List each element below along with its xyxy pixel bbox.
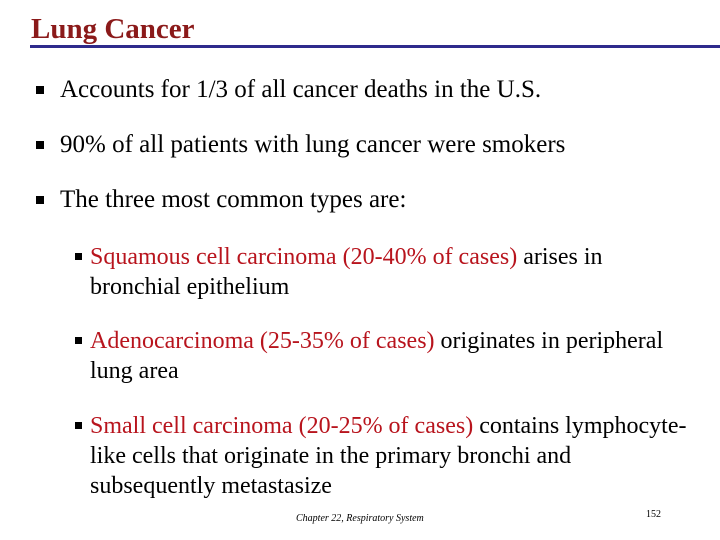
sub-bullet-text (90, 326, 695, 386)
bullet-item (36, 75, 541, 105)
square-bullet-icon (36, 196, 44, 204)
bullet-item (36, 185, 406, 215)
slide-title: Lung Cancer (31, 13, 195, 45)
square-bullet-icon (36, 141, 44, 149)
cancer-type-description: originates in peripheral lung area (90, 328, 664, 384)
square-bullet-icon (36, 86, 44, 94)
sub-bullet-text (90, 411, 695, 501)
cancer-type-highlight: Adenocarcinoma (25-35% of cases) (90, 328, 435, 354)
sub-bullet-item (75, 411, 695, 501)
square-bullet-icon (75, 422, 82, 429)
bullet-text: The three most common types are: (60, 186, 407, 213)
cancer-type-highlight: Small cell carcinoma (20-25% of cases) (90, 413, 474, 439)
cancer-type-highlight: Squamous cell carcinoma (20-40% of cases) (90, 244, 518, 270)
cancer-type-description: arises in bronchial epithelium (90, 244, 603, 300)
title-underline (30, 45, 720, 48)
cancer-type-description: contains lymphocyte-like cells that originate in the primary bronchi and subsequently metastasize (90, 413, 687, 499)
square-bullet-icon (75, 253, 82, 260)
page-number: 152 (646, 509, 661, 520)
sub-bullet-item (75, 326, 695, 386)
bullet-text: 90% of all patients with lung cancer were smokers (60, 131, 566, 158)
bullet-item (36, 130, 565, 160)
sub-bullet-text (90, 242, 695, 302)
square-bullet-icon (75, 337, 82, 344)
sub-bullet-item (75, 242, 695, 302)
bullet-text: Accounts for 1/3 of all cancer deaths in the U.S. (60, 76, 542, 103)
footer-source: Chapter 22, Respiratory System (296, 513, 424, 524)
